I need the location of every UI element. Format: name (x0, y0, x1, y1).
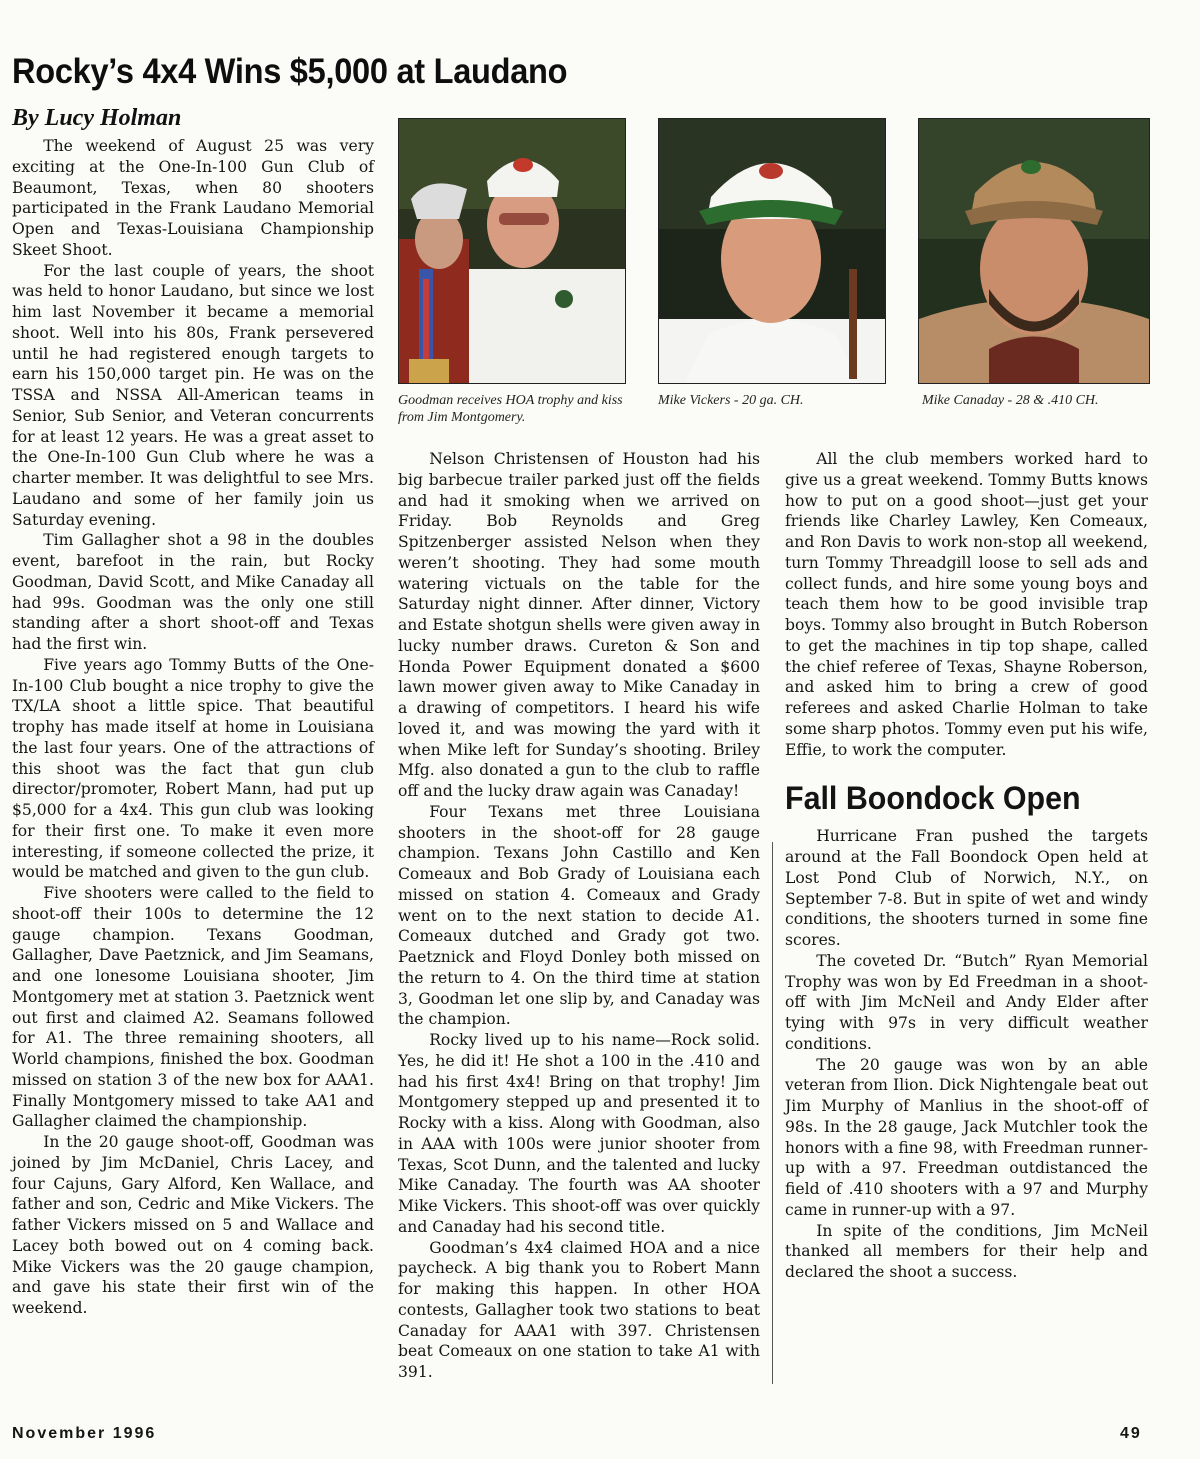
article-paragraph: For the last couple of years, the shoot was held to honor Laudano, but since we lost him last November it became a memorial shoot. Well into his 80s, Frank persevered until he had registered enough targets to earn his 150,000 target pin. He was on the TSSA and NSSA All-American teams in Senior, Sub Senior, and Veteran concurrents for at least 12 years. He was a great asset to the One-In-100 Gun Club where he was a charter member. It was delightful to see Mrs. Laudano and some of her family join us Saturday evening. (12, 261, 374, 529)
sidebar-paragraph: In spite of the conditions, Jim McNeil thanked all members for their help and declared the shoot a success. (785, 1221, 1148, 1281)
photo-mike-vickers (658, 118, 886, 384)
photo-caption: Mike Canaday - 28 & .410 CH. (922, 393, 1099, 408)
article-paragraph: Five shooters were called to the field to shoot-off their 100s to determine the 12 gauge champion. Texans Goodman, Gallagher, Dave Paetznick, and Jim Seamans, and one lonesome Louisiana shooter, Jim Montgomery met at station 3. Paetznick went out first and claimed A2. Seamans followed for A1. The three remaining shooters, all World champions, finished the box. Goodman missed on station 3 of the new box for AAA1. Finally Montgomery missed to take AA1 and Gallagher claimed the championship. (12, 884, 374, 1131)
sidebar-paragraph: The 20 gauge was won by an able veteran from Ilion. Dick Nightengale beat out Jim Murphy of Manlius in the shoot-off of 98s. In the 28 gauge, Jack Mutchler took the honors with a fine 98, with Freedman runner-up with a 97. Freedman outdistanced the field of .410 shooters with a 97 and Murphy came in runner-up with a 97. (785, 1055, 1148, 1219)
article-paragraph: The weekend of August 25 was very exciting at the One-In-100 Gun Club of Beaumont, Texas, when 80 shooters participated in the Frank Laudano Memorial Open and Texas-Louisiana Championship Skeet Shoot. (12, 137, 374, 259)
article-byline: By Lucy Holman (12, 105, 182, 131)
photo-goodman-montgomery (398, 118, 626, 384)
article-column-3 (785, 449, 1148, 1283)
column-divider (772, 842, 773, 1384)
article-paragraph: Nelson Christensen of Houston had his big barbecue trailer parked just off the fields and had it smoking when we arrived on Friday. Bob Reynolds and Greg Spitzenberger assisted Nelson when they weren’t shooting. They had some mouth watering victuals on the table for the Saturday night dinner. After dinner, Victory and Estate shotgun shells were given away in lucky number draws. Cureton & Son and Honda Power Equipment donated a $600 lawn mower given away to Mike Canaday in a drawing of competitors. I heard his wife loved it, and was mowing the yard with it when Mike left for Sunday’s shooting. Briley Mfg. also donated a gun to the club to raffle off and the lucky draw again was Canaday! (398, 450, 760, 800)
article-column-2 (398, 449, 760, 1383)
sidebar-title: Fall Boondock Open (785, 780, 1081, 817)
sidebar-paragraph: The coveted Dr. “Butch” Ryan Memorial Trophy was won by Ed Freedman in a shoot-off with Jim McNeil and Andy Elder after tying with 97s in very difficult weather conditions. (785, 951, 1148, 1053)
photo-caption: Goodman receives HOA trophy and kiss from Jim Montgomery. (398, 393, 623, 425)
article-paragraph: In the 20 gauge shoot-off, Goodman was joined by Jim McDaniel, Chris Lacey, and four Cajuns, Gary Alford, Ken Wallace, and father and son, Cedric and Mike Vickers. The father Vickers missed on 5 and Wallace and Lacey both bowed out on 4 coming back. Mike Vickers was the 20 gauge champion, and gave his state their first win of the weekend. (12, 1133, 374, 1317)
article-paragraph: Goodman’s 4x4 claimed HOA and a nice paycheck. A big thank you to Robert Mann for making this happen. In other HOA contests, Gallagher took two stations to beat Canaday for AAA1 with 397. Christensen beat Comeaux on one station to take A1 with 391. (398, 1238, 760, 1381)
photo-caption: Mike Vickers - 20 ga. CH. (658, 393, 804, 408)
article-column-1 (12, 136, 374, 1319)
sidebar-paragraph: Hurricane Fran pushed the targets around at the Fall Boondock Open held at Lost Pond Club of Norwich, N.Y., on September 7-8. But in spite of wet and windy conditions, the shooters turned in some fine scores. (785, 827, 1148, 949)
footer-page-number: 49 (1120, 1425, 1142, 1442)
article-paragraph: Tim Gallagher shot a 98 in the doubles event, barefoot in the rain, but Rocky Goodman, David Scott, and Mike Canaday all had 99s. Goodman was the only one still standing after a short shoot-off and Texas had the first win. (12, 531, 374, 653)
article-paragraph: All the club members worked hard to give us a great weekend. Tommy Butts knows how to put on a good shoot—just get your friends like Charley Lawley, Ken Comeaux, and Ron Davis to work non-stop all weekend, turn Tommy Threadgill loose to sell ads and collect funds, and hire some young boys and teach them how to be good invisible trap boys. Tommy also brought in Butch Roberson to get the machines in tip top shape, called the chief referee of Texas, Shayne Roberson, and asked him to bring a crew of good referees and asked Charlie Holman to take some sharp photos. Tommy even put his wife, Effie, to work the computer. (785, 450, 1148, 759)
article-headline: Rocky’s 4x4 Wins $5,000 at Laudano (12, 52, 568, 91)
article-paragraph: Four Texans met three Louisiana shooters in the shoot-off for 28 gauge champion. Texans John Castillo and Ken Comeaux and Bob Grady of Louisiana each missed on station 4. Comeaux and Grady went on to the next station to decide A1. Comeaux dutched and Grady got two. Paetznick and Floyd Donley both missed on the return to 4. On the third time at station 3, Goodman let one slip by, and Canaday was the champion. (398, 802, 760, 1029)
article-paragraph: Five years ago Tommy Butts of the One-In-100 Club bought a nice trophy to give the TX/LA shoot a little spice. That beautiful trophy has made itself at home in Louisiana the last four years. One of the attractions of this shoot was the fact that gun club director/promoter, Robert Mann, had put up $5,000 for a 4x4. This gun club was looking for their first one. To make it even more interesting, if someone collected the prize, it would be matched and given to the gun club. (12, 655, 374, 882)
photo-mike-canaday (918, 118, 1150, 384)
footer-issue-date: November 1996 (12, 1425, 157, 1442)
article-paragraph: Rocky lived up to his name—Rock solid. Yes, he did it! He shot a 100 in the .410 and had his first 4x4! Bring on that trophy! Jim Montgomery stepped up and presented it to Rocky with a kiss. Along with Goodman, also in AAA with 100s were junior shooter from Texas, Scot Dunn, and the talented and lucky Mike Canaday. The fourth was AA shooter Mike Vickers. This shoot-off was over quickly and Canaday had his second title. (398, 1031, 760, 1236)
